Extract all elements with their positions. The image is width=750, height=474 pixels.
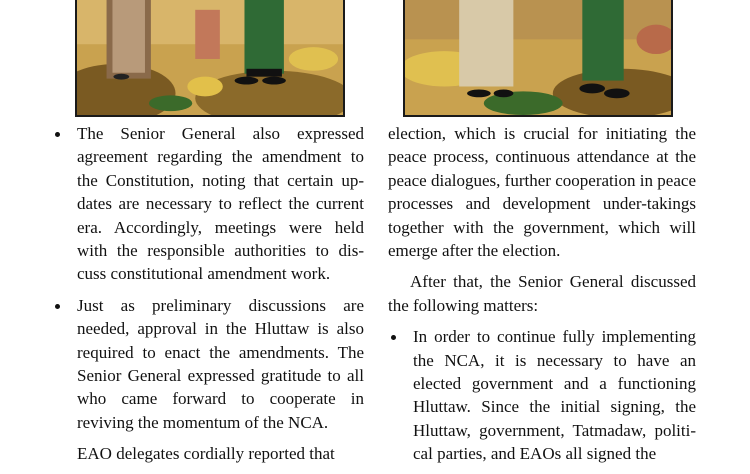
bullet-item: In order to continue fully implementing the NCA, it is necessary to have an elected government and a functioning Hluttaw. Since the initial signing, the Hluttaw, government, Tatmadaw, politi-cal parties, and EAOs all signed the bbox=[388, 325, 696, 465]
bullet-item: Just as preliminary discussions are needed, approval in the Hluttaw is also required to enact the amendments. The Senior General expressed gratitude to all who came forward to cooperate in reviving the momentum of the NCA. bbox=[52, 294, 364, 434]
photo-right bbox=[403, 0, 673, 117]
paragraph: EAO delegates cordially reported that bbox=[77, 444, 335, 464]
paragraph: After that, the Senior General discussed the following matters: bbox=[388, 272, 696, 315]
photo-right-image bbox=[405, 0, 671, 115]
photo-left bbox=[75, 0, 345, 117]
continued-paragraph: election, which is crucial for initiating the peace process, continuous attendance at the peace dialogues, further cooperation in peace processes and development under-takings together with the government, which will emerge after the election. bbox=[388, 124, 696, 261]
right-bullet-list bbox=[388, 325, 696, 465]
left-column bbox=[52, 122, 364, 474]
photo-left-image bbox=[77, 0, 343, 115]
right-column bbox=[388, 122, 696, 474]
left-bullet-list bbox=[52, 122, 364, 434]
bullet-item: The Senior General also expressed agreement regarding the amendment to the Constitution, noting that certain up-dates are necessary to reflect the current era. Accordingly, meetings were held with the responsible authorities to dis-cuss constitutional amendment work. bbox=[52, 122, 364, 286]
